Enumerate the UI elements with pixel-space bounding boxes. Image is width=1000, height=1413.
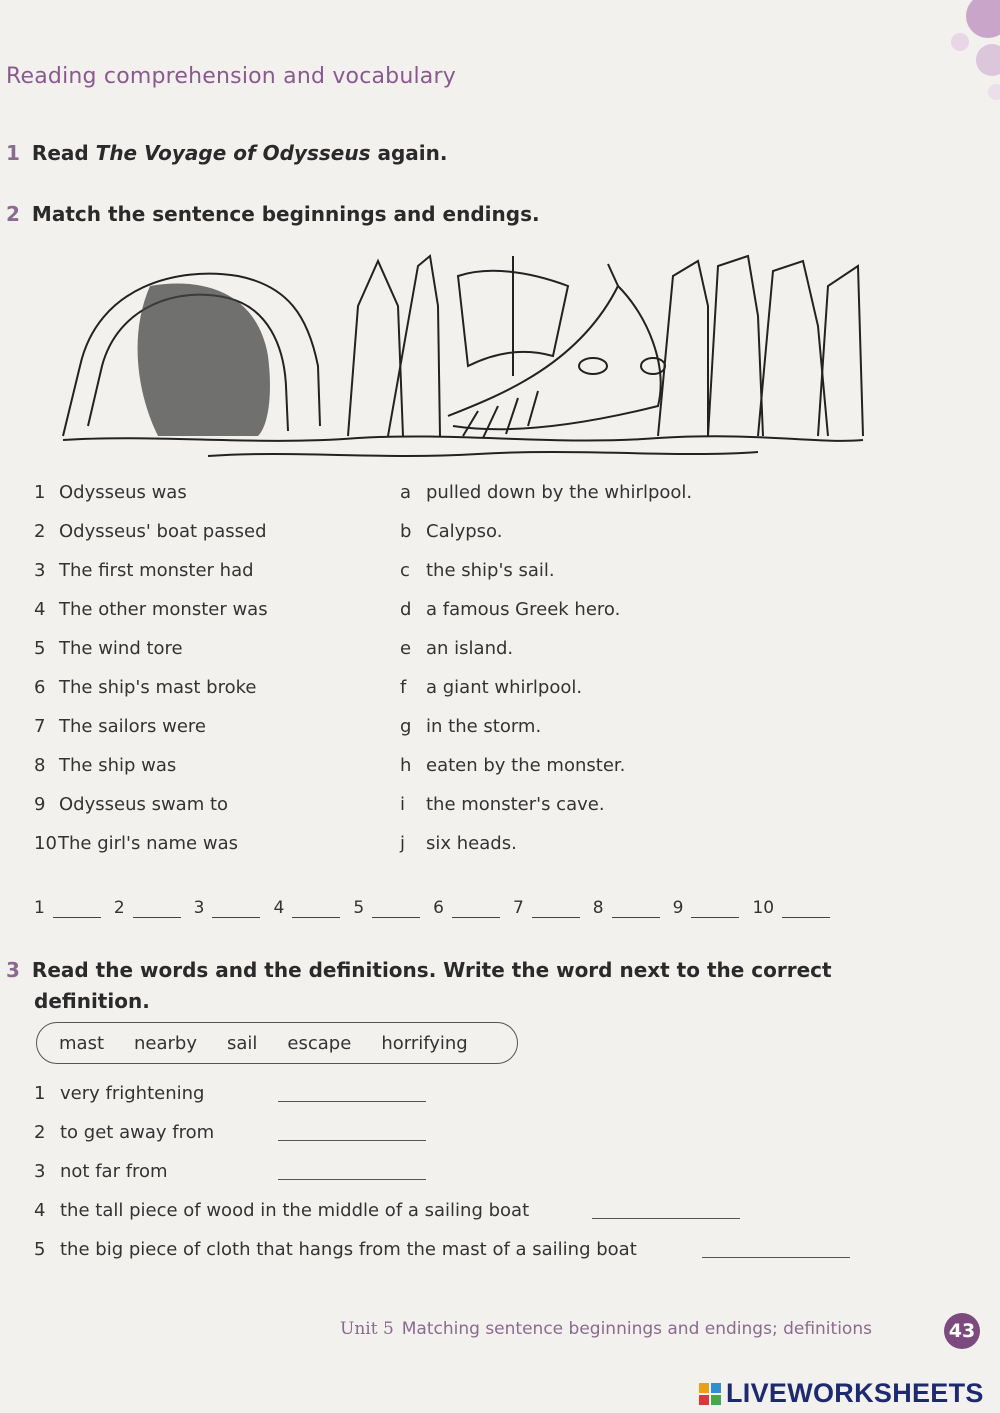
ending-item: b Calypso. [400,521,503,542]
answer-slot: 8 [593,898,660,918]
liveworksheets-brand [698,1378,984,1409]
answer-slot: 6 [433,898,500,918]
page-footer [340,1319,872,1339]
answer-blank[interactable] [53,899,101,918]
footer-text: Matching sentence beginnings and endings; definitions [401,1319,872,1339]
beginning-item: 9 Odysseus swam to [34,794,229,815]
task-1-instruction: 1 Read The Voyage of Odysseus again. [6,141,448,165]
answer-blank[interactable] [212,899,260,918]
definition-answer-blank[interactable] [592,1200,740,1219]
answer-slot: 1 [34,898,101,918]
word-box-item: escape [287,1032,352,1054]
answer-slot: 2 [114,898,181,918]
beginning-item: 7 The sailors were [34,716,206,737]
task-3-instruction: 3 Read the words and the definitions. Write the word next to the correct definition. [6,958,832,1013]
liveworksheets-logo-icon [698,1382,722,1406]
ending-item: d a famous Greek hero. [400,599,621,620]
ending-item: g in the storm. [400,716,542,737]
answer-blank[interactable] [133,899,181,918]
answer-blank[interactable] [532,899,580,918]
beginning-item: 4 The other monster was [34,599,268,620]
page-number-badge: 43 [944,1313,980,1349]
sentence-beginnings-list [34,482,414,872]
answer-slot: 5 [353,898,420,918]
answer-slot: 10 [752,898,830,918]
beginning-item: 5 The wind tore [34,638,183,659]
answer-blank[interactable] [292,899,340,918]
brand-text: LIVEWORKSHEETS [726,1378,984,1408]
section-title: Reading comprehension and vocabulary [6,64,456,89]
word-box [36,1022,518,1064]
task-3-number: 3 [6,958,20,982]
ending-item: a pulled down by the whirlpool. [400,482,693,503]
definition-item: 4 the tall piece of wood in the middle of a sailing boat [34,1200,850,1239]
beginning-item: 6 The ship's mast broke [34,677,257,698]
answer-blank[interactable] [612,899,660,918]
ending-item: f a giant whirlpool. [400,677,583,698]
task-1-number: 1 [6,141,20,165]
story-title: The Voyage of Odysseus [95,141,371,165]
beginning-item: 2 Odysseus' boat passed [34,521,267,542]
definition-item: 1 very frightening [34,1083,850,1122]
beginning-item: 10 The girl's name was [34,833,238,854]
definition-answer-blank[interactable] [278,1161,426,1180]
answer-slot: 7 [513,898,580,918]
footer-unit: Unit 5 [340,1319,394,1339]
sentence-endings-list [400,482,820,872]
ending-item: h eaten by the monster. [400,755,626,776]
word-box-item: sail [227,1032,258,1054]
ending-item: j six heads. [400,833,517,854]
answer-slot: 4 [273,898,340,918]
definition-item: 5 the big piece of cloth that hangs from the mast of a sailing boat [34,1239,850,1278]
definition-answer-blank[interactable] [702,1239,850,1258]
answer-slot: 3 [194,898,261,918]
beginning-item: 1 Odysseus was [34,482,187,503]
ship-and-cave-illustration [58,246,868,464]
beginning-item: 3 The first monster had [34,560,254,581]
decorative-circles [930,0,1000,110]
answer-blank[interactable] [372,899,420,918]
matching-answer-row [34,898,843,918]
definition-answer-blank[interactable] [278,1083,426,1102]
definitions-list [34,1083,850,1278]
answer-blank[interactable] [782,899,830,918]
definition-item: 2 to get away from [34,1122,850,1161]
definition-item: 3 not far from [34,1161,850,1200]
ending-item: e an island. [400,638,514,659]
answer-blank[interactable] [691,899,739,918]
definition-answer-blank[interactable] [278,1122,426,1141]
ending-item: i the monster's cave. [400,794,605,815]
answer-blank[interactable] [452,899,500,918]
answer-slot: 9 [673,898,740,918]
word-box-item: nearby [134,1032,197,1054]
word-box-item: horrifying [381,1032,468,1054]
ending-item: c the ship's sail. [400,560,555,581]
beginning-item: 8 The ship was [34,755,177,776]
word-box-item: mast [59,1032,104,1054]
task-2-instruction: 2 Match the sentence beginnings and endings. [6,202,540,226]
task-2-number: 2 [6,202,20,226]
